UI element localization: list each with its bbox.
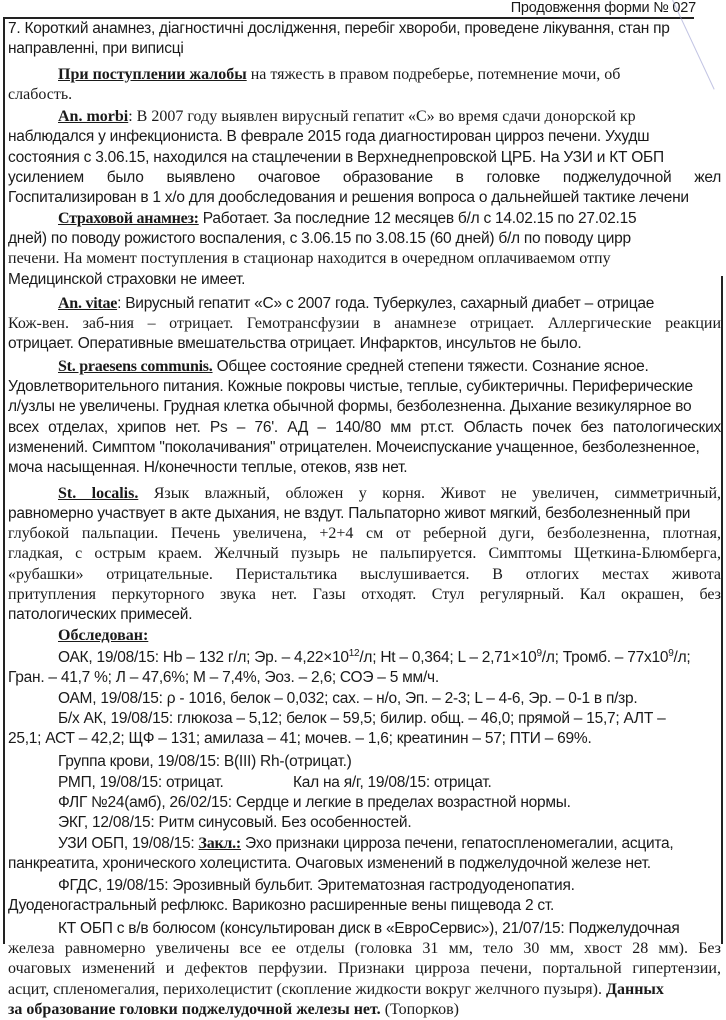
fgds-line-2: Дуоденогастральный рефлюкс. Варикозно расширенные вены пищевода 2 ст. [8,897,555,915]
an-morbi-heading: An. morbi [58,108,129,126]
complaints-line-2: слабость. [8,85,73,103]
kt-line-5-text: (Топорков) [380,1000,459,1018]
right-border [721,276,723,944]
insurance-line-3: печени. На момент поступления в стационар находится в очередном оплачиваемом отпу [8,250,611,268]
an-vitae-line-3: отрицает. Оперативные вмешательства отрицает. Инфарктов, инсультов не было. [8,335,582,353]
oak-exp-3: 9 [668,647,674,659]
biochem-line-1: Б/х АК, 19/08/15: глюкоза – 5,12; белок – 59,5; билир. общ. – 46,0; прямой – 15,7; АЛТ – [58,709,666,727]
examined-heading-row [8,626,721,646]
oak-line-1 [8,648,721,668]
ekg-line: ЭКГ, 12/08/15: Ритм синусовый. Без особенностей. [58,814,412,832]
biochem-line-2: 25,1; АСТ – 42,2; ЩФ – 131; амилаза – 41; мочев. – 1,6; креатинин – 57; ПТИ – 69%. [8,730,592,748]
kt-line-3: очаговых изменений и дефектов перфузии. Признаки цирроза печени, портальной гипертензии, [8,960,721,978]
insurance-line-4: Медицинской страховки не имеет. [8,270,246,288]
st-praesens-line-3: л/узлы не увеличены. Грудная клетка обычной формы, безболезненна. Дыхание везикулярное во [8,398,692,416]
an-vitae-text: : Вирусный гепатит «С» с 2007 года. Туберкулез, сахарный диабет – отрицае [117,294,655,312]
uzi-prefix: УЗИ ОБП, 19/08/15: [58,834,199,852]
uzi-line-1 [8,834,721,854]
flg-line: ФЛГ №24(амб), 26/02/15: Сердце и легкие в пределах возрастной нормы. [58,793,571,811]
insurance-line-2: дней) по поводу рожистого воспаления, с 3.06.15 по 3.08.15 (60 дней) б/л по поводу цирр [8,229,631,247]
section-title-line-2: направленні, при виписці [8,40,184,58]
oak-line-2: Гран. – 41,7 %; Л – 47,6%; М – 7,4%, Эоз. – 2,6; СОЭ – 5 мм/ч. [8,669,439,687]
st-localis-line-4: гладкая, с острым краем. Желчный пузырь не пальпируется. Симптомы Щеткина-Блюмберга, [8,545,721,563]
an-vitae-line-2: Кож-вен. заб-ния – отрицает. Гемотрансфузии в анамнезе отрицает. Аллергические реакции [8,315,721,333]
form-reference: Продовження форми № 027 [510,0,696,16]
uzi-text: Эхо признаки цирроза печени, гепатоспленомегалии, асцита, [240,834,674,852]
an-vitae-heading: An. vitae [58,294,118,312]
fgds-line-1: ФГДС, 19/08/15: Эрозивный бульбит. Эритематозная гастродуоденопатия. [58,877,575,895]
st-praesens-line-2: Удовлетворительного питания. Кожные покровы чистые, теплые, субиктеричны. Периферические [8,378,693,396]
insurance-paragraph [8,209,721,229]
st-praesens-paragraph [8,357,721,377]
blood-group-line: Группа крови, 19/08/15: В(III) Rh-(отрицат.) [58,753,352,771]
uzi-conclusion-label: Закл.: [198,834,241,852]
oam-line: ОАМ, 19/08/15: ρ - 1016, белок – 0,032; сах. – н/о, Эп. – 2-3; L – 4-6, Эр. – 0-1 в п/зр. [58,689,638,707]
st-localis-line-2: равномерно участвует в акте дыхания, не вздут. Пальпаторно живот мягкий, безболезненный при [8,504,691,522]
complaints-paragraph [8,65,721,85]
rmp-stool-line [8,773,721,793]
kt-line-4 [8,980,721,1000]
st-localis-line-6: притупления перкуторного звука нет. Газы отходят. Стул регулярный. Кал окрашен, без [8,586,721,604]
examined-heading: Обследован: [58,626,149,644]
oak-part-2: /л; Ht – 0,364; L – 2,71×10 [359,648,537,666]
st-praesens-heading: St. praesens communis. [58,357,213,375]
kt-line-5-bold: за образование головки поджелудочной железы нет. [8,1000,381,1018]
an-morbi-paragraph [8,107,721,127]
left-border [3,17,5,944]
st-localis-line-3: глубокой пальпации. Печень увеличена, +2+4 см от реберной дуги, безболезненна, плотная, [8,525,721,543]
insurance-text: Работает. За последние 12 месяцев б/л с 14.02.15 по 27.02.15 [198,209,637,227]
oak-part-1: ОАК, 19/08/15: Hb – 132 г/л; Эр. – 4,22×10 [58,648,349,666]
st-localis-line-7: патологических примесей. [8,606,193,624]
an-morbi-text: : В 2007 году выявлен вирусный гепатит «С» во время сдачи донорской кр [128,108,636,126]
document-body [8,19,721,1020]
st-localis-text: Язык влажный, обложен у корня. Живот не увеличен, симметричный, [138,484,721,502]
st-praesens-text: Общее состояние средней степени тяжести. Сознание ясное. [212,357,649,375]
an-morbi-line-4: усилением было выявлено очаговое образование в головке поджелудочной жел [8,169,721,187]
complaints-heading: При поступлении жалобы [58,65,247,83]
an-vitae-paragraph [8,294,721,314]
oak-part-3: /л; Тромб. – 77х10 [541,648,669,666]
st-praesens-line-6: моча насыщенная. Н/конечности теплые, отеков, язв нет. [8,459,408,477]
insurance-heading: Страховой анамнез: [58,209,199,227]
oak-exp-1: 12 [348,647,360,659]
st-localis-paragraph [8,484,721,504]
uzi-line-2: панкреатита, хронического холецистита. Очаговых изменений в поджелудочной железе нет. [8,854,651,872]
kt-line-5 [8,1000,721,1020]
kt-line-4-text: асцит, спленомегалия, перихолецистит (скопление жидкости вокруг желчного пузыря). [8,980,606,998]
complaints-text: на тяжесть в правом подреберье, потемнение мочи, об [246,65,621,83]
st-localis-line-5: «рубашки» отрицательные. Перистальтика выслушивается. В отлогих местах живота [8,565,721,583]
oak-part-4: /л; [673,648,691,666]
stool-text: Кал на я/г, 19/08/15: отрицат. [293,773,492,791]
st-praesens-line-4: всех отделах, хрипов нет. Ps – 76'. АД – 140/80 мм рт.ст. Область почек без патологических [8,418,721,436]
oak-exp-2: 9 [536,647,542,659]
st-localis-heading: St. localis. [58,484,139,502]
kt-line-4-bold: Данных [605,980,664,998]
kt-line-1: КТ ОБП с в/в болюсом (консультирован диск в «ЕвроСервис»), 21/07/15: Поджелудочная [58,919,680,937]
st-praesens-line-5: изменений. Симптом "поколачивания" отрицателен. Мочеиспускание учащенное, безболезненное, [8,438,700,456]
an-morbi-line-2: наблюдался у инфекциониста. В феврале 2015 года диагностирован цирроз печени. Ухудш [8,128,650,146]
section-title-line-1: 7. Короткий анамнез, діагностичні дослідження, перебіг хвороби, проведене лікування, стан пр [8,20,670,37]
kt-line-2: железа равномерно увеличены все ее отделы (головка 31 мм, тело 30 мм, хвост 28 мм). Без [8,940,721,958]
an-morbi-line-5: Госпитализирован в 1 х/о для дообследования и решения вопроса о дальнейшей тактике лечени [8,189,689,207]
an-morbi-line-3: состояния с 3.06.15, находился на стацлечении в Верхнеднепровской ЦРБ. На УЗИ и КТ ОБП [8,148,664,166]
rmp-text: РМП, 19/08/15: отрицат. [58,773,224,791]
